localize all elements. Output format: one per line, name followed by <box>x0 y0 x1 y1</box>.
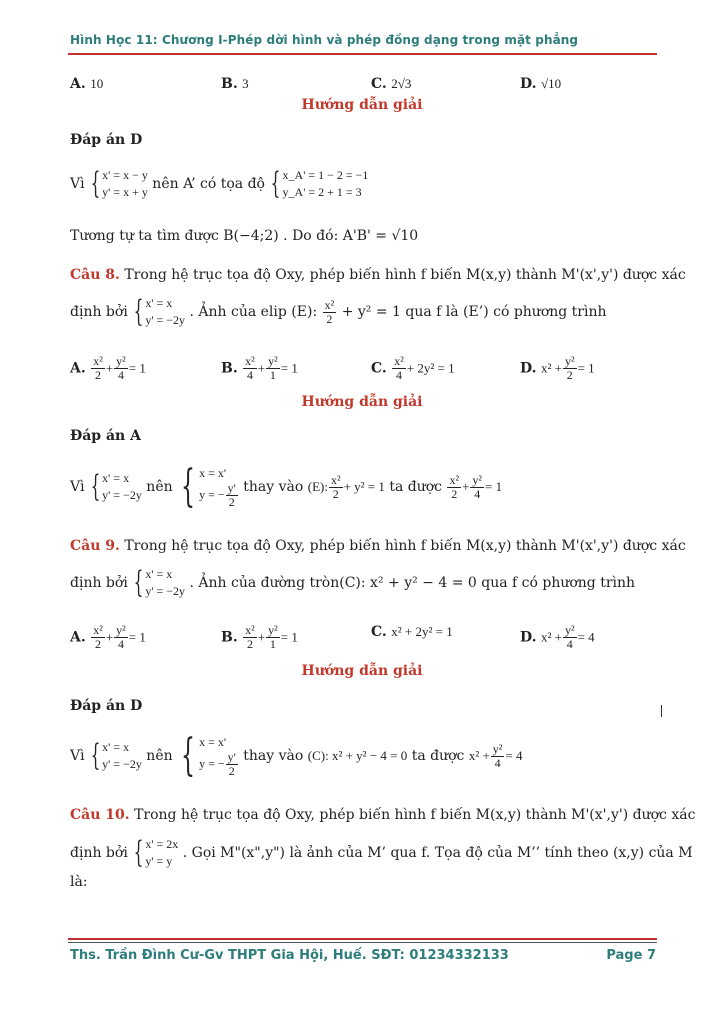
page-number: Page 7 <box>606 948 656 963</box>
q7-system-1: { x' = x − y y' = x + y <box>90 166 148 201</box>
q8-explanation: Vì { x' = x y' = −2y nên { x = x' y = − $\frac{y'}{2}$ thay vào (E): $\frac{\text{x²}}{2}$ + y² = 1 ta được $\frac{\text{x²}}{2}$ + $\frac{\text{y²}}{4}$ = 1 <box>70 461 503 512</box>
q10-line-2: định bởi { x' = 2x y' = y . Gọi M"(x",y") là ảnh của M’ qua f. Tọa độ của M’’ tính theo (x,y) của M <box>70 835 693 870</box>
q8-guide-heading: Hướng dẫn giải <box>301 394 423 410</box>
q9-line-1: Câu 9. Trong hệ trục tọa độ Oxy, phép biến hình f biến M(x,y) thành M'(x',y') được xác <box>70 538 686 554</box>
q9-line-2: định bởi { x' = x y' = −2y . Ảnh của đường tròn(C): x² + y² − 4 = 0 qua f có phương trình <box>70 565 636 600</box>
q7-option-b: B. 3 <box>221 76 249 92</box>
q8-answer: Đáp án A <box>70 428 141 444</box>
q10-line-3: là: <box>70 874 88 890</box>
q7-system-2: { x_A' = 1 − 2 = −1 y_A' = 2 + 1 = 3 <box>271 166 369 201</box>
q8-option-d: D. x² + $\frac{\text{y²}}{2}$ = 1 <box>520 354 595 382</box>
q9-option-d: D. x² + $\frac{\text{y²}}{4}$ = 4 <box>520 623 595 651</box>
q8-line-1: Câu 8. Trong hệ trục tọa độ Oxy, phép biến hình f biến M(x,y) thành M'(x',y') được xác <box>70 267 686 283</box>
q7-option-c: C. 2√3 <box>371 76 412 92</box>
q7-option-d: D. √10 <box>520 76 562 92</box>
footer-rule <box>68 938 657 940</box>
q7-option-a: A. 10 <box>70 76 104 92</box>
q7-similar-line: Tương tự ta tìm được B(−4;2) . Do đó: A'B' = √10 <box>70 228 419 244</box>
text-cursor <box>661 705 662 717</box>
q8-option-a: A. $\frac{\text{x²}}{2}$ + $\frac{\text{y²}}{4}$ = 1 <box>70 354 146 382</box>
q9-guide-heading: Hướng dẫn giải <box>301 663 423 679</box>
q9-option-b: B. $\frac{\text{x²}}{2}$ + $\frac{\text{y²}}{1}$ = 1 <box>221 623 298 651</box>
q8-option-b: B. $\frac{\text{x²}}{4}$ + $\frac{\text{y²}}{1}$ = 1 <box>221 354 298 382</box>
q9-explanation: Vì { x' = x y' = −2y nên { x = x' y = − $\frac{y'}{2}$ thay vào (C): x² + y² − 4 = 0 ta được x² + $\frac{\text{y²}}{4}$ = 4 <box>70 730 523 781</box>
q8-option-c: C. $\frac{\text{x²}}{4}$ + 2y² = 1 <box>371 354 455 382</box>
q7-explanation: Vì { x' = x − y y' = x + y nên A’ có tọa độ { x_A' = 1 − 2 = −1 y_A' = 2 + 1 = 3 <box>70 166 369 201</box>
q10-line-1: Câu 10. Trong hệ trục tọa độ Oxy, phép biến hình f biến M(x,y) thành M'(x',y') được xác <box>70 807 696 823</box>
page-header: Hình Học 11: Chương I-Phép dời hình và phép đồng dạng trong mặt phẳng <box>70 33 579 47</box>
q7-guide-heading: Hướng dẫn giải <box>301 97 423 113</box>
footer-author: Ths. Trần Đình Cư-Gv THPT Gia Hội, Huế. SĐT: 01234332133 <box>70 948 509 963</box>
q9-answer: Đáp án D <box>70 698 143 714</box>
footer-rule-thin <box>68 942 657 943</box>
header-rule <box>68 53 657 55</box>
q8-line-2: định bởi { x' = x y' = −2y . Ảnh của elip (E): $\frac{\text{x²}}{2}$ + y² = 1 qua f là (E’) có phương trình <box>70 294 607 329</box>
q9-option-c: C. x² + 2y² = 1 <box>371 624 453 640</box>
q9-option-a: A. $\frac{\text{x²}}{2}$ + $\frac{\text{y²}}{4}$ = 1 <box>70 623 146 651</box>
q7-answer: Đáp án D <box>70 132 143 148</box>
